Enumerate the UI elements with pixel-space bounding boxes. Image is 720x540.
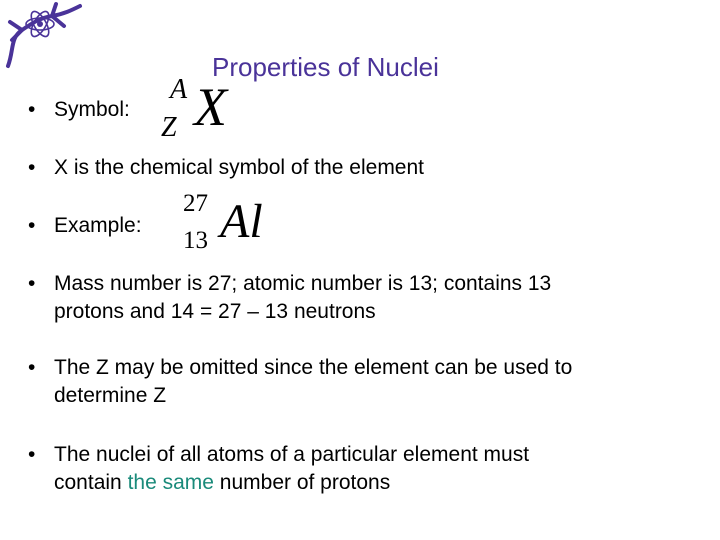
bullet-marker: • [28, 443, 36, 466]
bullet-text-line2: protons and 14 = 27 – 13 neutrons [54, 300, 376, 323]
bullet-text-line2 [54, 469, 390, 497]
bullet-text-line1: The nuclei of all atoms of a particular element must [54, 443, 530, 466]
example-mass-number: 27 [183, 190, 208, 217]
bullet-marker: • [28, 272, 36, 295]
bullet-marker: • [28, 156, 36, 179]
mass-number-symbol: A [170, 74, 188, 105]
example-atomic-number: 13 [183, 227, 208, 254]
example-element-symbol: Al [220, 195, 263, 248]
highlighted-phrase: the same [127, 471, 214, 494]
bullet-text: X is the chemical symbol of the element [54, 156, 425, 179]
bullet-marker: • [28, 98, 36, 121]
atomic-number-symbol: Z [161, 112, 177, 143]
page-title: Properties of Nuclei [212, 52, 439, 82]
text-after-highlight: number of protons [213, 471, 391, 494]
bullet-text-line1: Mass number is 27; atomic number is 13; contains 13 [54, 272, 552, 295]
lizard-atom-logo-icon [0, 0, 86, 72]
bullet-marker: • [28, 356, 36, 379]
element-symbol: X [194, 77, 227, 137]
bullet-text-line1: The Z may be omitted since the element can be used to [54, 356, 573, 379]
example-label: Example: [54, 214, 142, 237]
symbol-label: Symbol: [54, 98, 130, 121]
text-before-highlight: contain [54, 471, 128, 494]
bullet-text-line2: determine Z [54, 384, 167, 407]
bullet-marker: • [28, 214, 36, 237]
